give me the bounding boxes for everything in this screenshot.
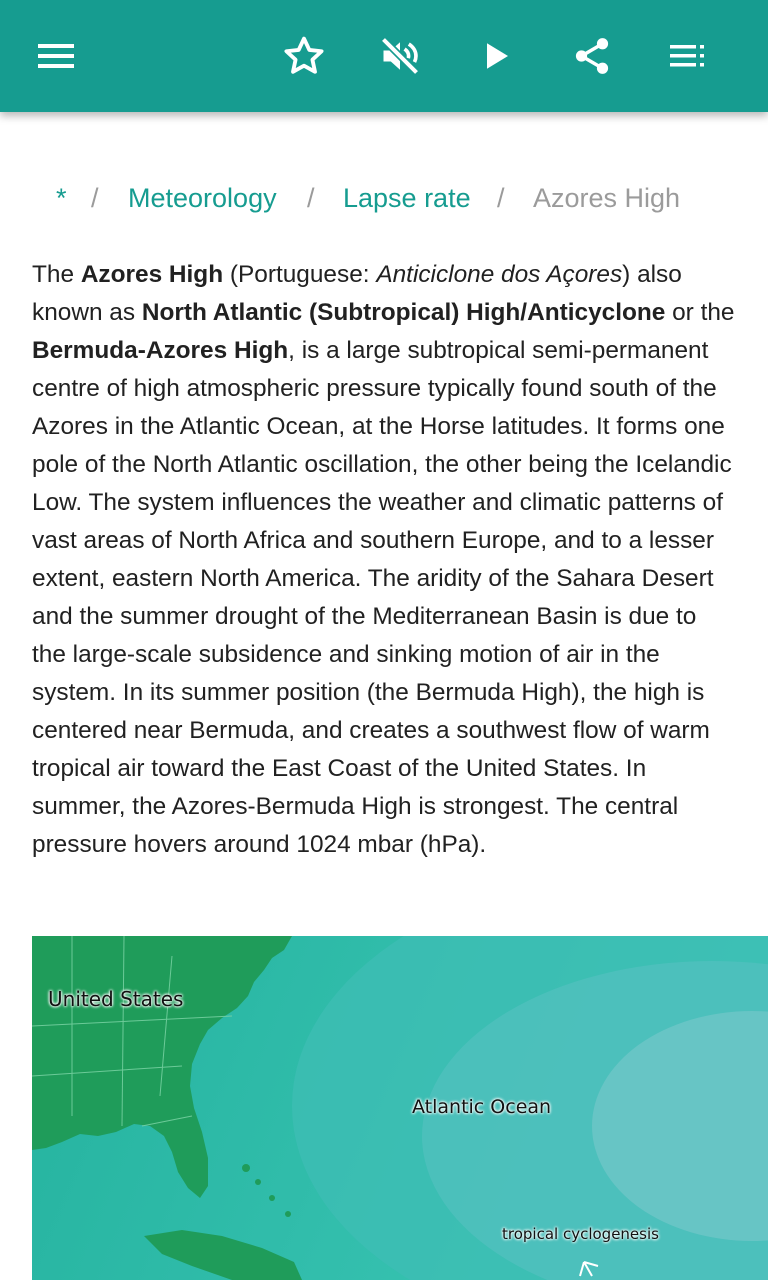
map-label-atlantic-ocean: Atlantic Ocean bbox=[412, 1096, 552, 1118]
breadcrumb-separator: / bbox=[91, 183, 99, 213]
contents-button[interactable] bbox=[652, 20, 724, 92]
article-paragraph bbox=[32, 256, 736, 864]
breadcrumb bbox=[0, 170, 768, 226]
breadcrumb-home[interactable]: * bbox=[56, 183, 67, 213]
text-run: The bbox=[32, 261, 81, 288]
app-toolbar bbox=[0, 0, 768, 112]
breadcrumb-meteorology[interactable]: Meteorology bbox=[128, 183, 277, 213]
share-icon bbox=[571, 35, 613, 77]
playlist-icon bbox=[668, 36, 708, 76]
text-run: (Portuguese: bbox=[223, 261, 377, 288]
map-label-united-states: United States bbox=[48, 987, 184, 1011]
menu-button[interactable] bbox=[20, 20, 92, 92]
breadcrumb-separator: / bbox=[307, 183, 315, 213]
bold-term: Bermuda-Azores High bbox=[32, 337, 289, 364]
favorite-button[interactable] bbox=[268, 20, 340, 92]
star-icon bbox=[282, 34, 326, 78]
share-button[interactable] bbox=[556, 20, 628, 92]
bold-term: Azores High bbox=[80, 261, 224, 288]
map-label-tropical-cyclogenesis: tropical cyclogenesis bbox=[502, 1225, 659, 1243]
play-icon bbox=[478, 38, 514, 74]
menu-icon bbox=[36, 36, 76, 76]
breadcrumb-separator: / bbox=[497, 183, 505, 213]
mute-button[interactable] bbox=[364, 20, 436, 92]
bold-term: North Atlantic (Subtropical) High/Anticyclone bbox=[141, 299, 666, 326]
article-map-image[interactable] bbox=[32, 936, 768, 1280]
breadcrumb-lapse-rate[interactable]: Lapse rate bbox=[343, 183, 471, 213]
text-run: ) also known as bbox=[32, 261, 682, 326]
italic-term: Anticiclone dos Açores bbox=[376, 261, 623, 288]
breadcrumb-current: Azores High bbox=[533, 183, 681, 213]
text-run: , is a large subtropical semi-permanent centre of high atmospheric pressure typically found south of the Azores in the Atlantic Ocean, at the Horse latitudes. It forms one pole of the North Atlantic oscillation, the other being the Icelandic Low. The system influences the weather and climatic patterns of vast areas of North Africa and southern Europe, and to a lesser extent, eastern North America. The aridity of the Sahara Desert and the summer drought of the Mediterranean Basin is due to the large-scale subsidence and sinking motion of air in the system. In its summer position (the Bermuda High), the high is centered near Bermuda, and creates a southwest flow of warm tropical air toward the East Coast of the United States. In summer, the Azores-Bermuda High is strongest. The central pressure hovers around 1024 mbar (hPa). bbox=[32, 337, 732, 858]
play-button[interactable] bbox=[460, 20, 532, 92]
text-run: or the bbox=[665, 299, 735, 326]
volume-off-icon bbox=[378, 34, 422, 78]
